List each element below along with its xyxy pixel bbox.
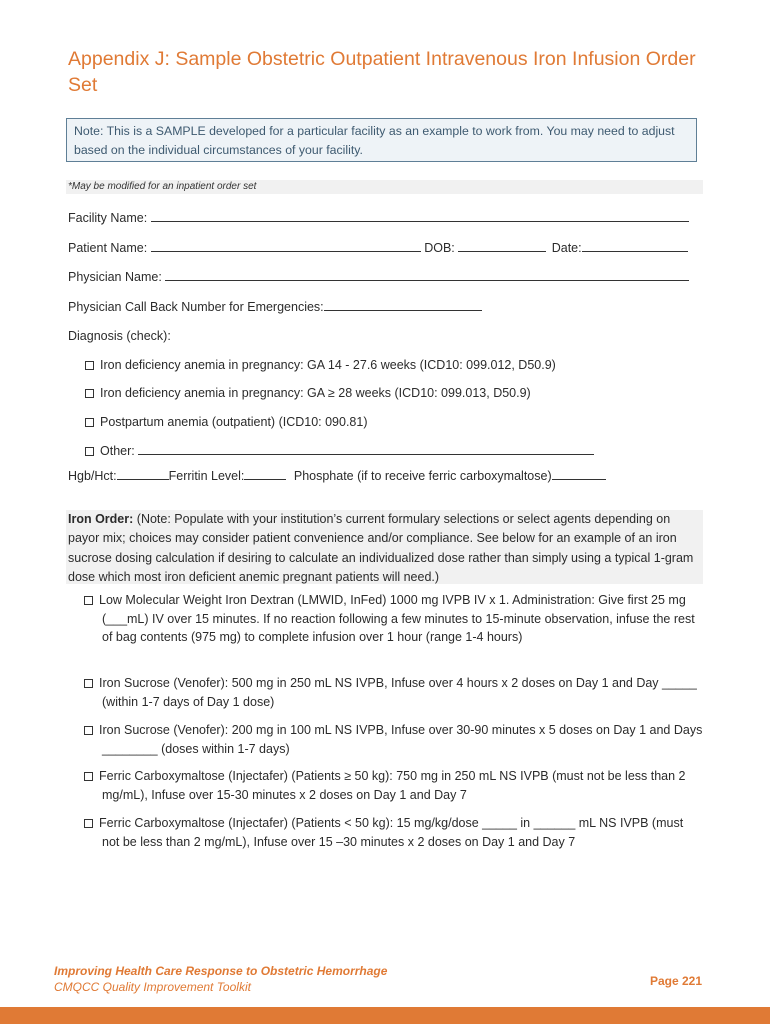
- checkbox[interactable]: [84, 726, 93, 735]
- facility-name-row: [68, 209, 689, 226]
- labs-row: [68, 467, 606, 484]
- dob-field[interactable]: [458, 239, 546, 252]
- footer-line1: Improving Health Care Response to Obstetric Hemorrhage: [54, 964, 388, 978]
- date-field[interactable]: [582, 239, 688, 252]
- date-label: Date:: [551, 241, 582, 255]
- physician-name-field[interactable]: [165, 268, 689, 281]
- diagnosis-option[interactable]: [85, 414, 368, 430]
- modified-note: *May be modified for an inpatient order set: [66, 180, 703, 194]
- call-back-field[interactable]: [324, 298, 482, 311]
- footer-title: [54, 963, 387, 995]
- checkbox[interactable]: [85, 447, 94, 456]
- diagnosis-option[interactable]: [85, 385, 531, 401]
- iron-order-item-label: Ferric Carboxymaltose (Injectafer) (Patients ≥ 50 kg): 750 mg in 250 mL NS IVPB (must not be less than 2 mg/mL), Infuse over 15-30 minutes x 2 doses on Day 1 and Day 7: [99, 769, 686, 802]
- diagnosis-option-label: Postpartum anemia (outpatient) (ICD10: 090.81): [100, 415, 368, 429]
- iron-order-item-label: Iron Sucrose (Venofer): 200 mg in 100 mL NS IVPB, Infuse over 30-90 minutes x 5 doses on Day 1 and Days ________ (doses within 1-7 days): [99, 723, 703, 756]
- ferritin-field[interactable]: [244, 467, 286, 480]
- checkbox[interactable]: [84, 772, 93, 781]
- physician-name-label: Physician Name:: [68, 270, 162, 284]
- diagnosis-option[interactable]: [85, 357, 556, 373]
- diagnosis-option-label: Iron deficiency anemia in pregnancy: GA ≥ 28 weeks (ICD10: 099.013, D50.9): [100, 386, 531, 400]
- checkbox[interactable]: [85, 389, 94, 398]
- footer-bar: [0, 1007, 770, 1024]
- diagnosis-label: Diagnosis (check):: [68, 329, 171, 343]
- checkbox[interactable]: [84, 679, 93, 688]
- diagnosis-option-label: Iron deficiency anemia in pregnancy: GA 14 - 27.6 weeks (ICD10: 099.012, D50.9): [100, 358, 556, 372]
- checkbox[interactable]: [85, 361, 94, 370]
- dob-label: DOB:: [424, 241, 455, 255]
- diagnosis-option-label: Other:: [100, 444, 135, 458]
- iron-order-item[interactable]: [84, 721, 704, 758]
- hgb-field[interactable]: [117, 467, 169, 480]
- patient-row: [68, 239, 688, 256]
- facility-name-field[interactable]: [151, 209, 689, 222]
- hgb-label: Hgb/Hct:: [68, 469, 117, 483]
- facility-name-label: Facility Name:: [68, 211, 148, 225]
- call-back-label: Physician Call Back Number for Emergencies:: [68, 300, 324, 314]
- call-back-row: [68, 298, 482, 315]
- ferritin-label: Ferritin Level:: [168, 469, 245, 483]
- iron-order-item[interactable]: [84, 674, 704, 711]
- iron-order-note: [66, 510, 703, 584]
- iron-order-item-label: Ferric Carboxymaltose (Injectafer) (Patients < 50 kg): 15 mg/kg/dose _____ in ______ mL NS IVPB (must not be less than 2 mg/mL), Infuse over 15 –30 minutes x 2 doses on Day 1 and Day 7: [99, 816, 684, 849]
- diagnosis-option-other[interactable]: [85, 442, 594, 459]
- footer-line2: CMQCC Quality Improvement Toolkit: [54, 980, 251, 994]
- iron-order-text: (Note: Populate with your institution’s current formulary selections or select agents depending on payor mix; choices may consider patient convenience and/or compliance. See below for an example of an iron sucrose dosing calculation if desiring to calculate an individualized dose rather than simply using a typical 1-gram dose which most iron deficient anemic pregnant patients will need.): [68, 512, 694, 584]
- other-field[interactable]: [138, 442, 594, 455]
- checkbox[interactable]: [85, 418, 94, 427]
- page-number: Page 221: [649, 974, 702, 988]
- iron-order-item[interactable]: [84, 814, 704, 851]
- checkbox[interactable]: [84, 596, 93, 605]
- iron-order-item-label: Iron Sucrose (Venofer): 500 mg in 250 mL NS IVPB, Infuse over 4 hours x 2 doses on Day 1 and Day _____ (within 1-7 days of Day 1 dose): [99, 676, 697, 709]
- phosphate-label: Phosphate (if to receive ferric carboxymaltose): [293, 469, 552, 483]
- iron-order-heading: Iron Order:: [68, 512, 134, 526]
- patient-name-label: Patient Name:: [68, 241, 148, 255]
- iron-order-item-label: Low Molecular Weight Iron Dextran (LMWID, InFed) 1000 mg IVPB IV x 1. Administration: Give first 25 mg (___mL) IV over 15 minutes. If no reaction following a few minutes to 15-minute observation, infuse the rest of bag contents (975 mg) to complete infusion over 1 hour (range 1-4 hours): [99, 593, 695, 644]
- iron-order-item[interactable]: [84, 591, 704, 647]
- checkbox[interactable]: [84, 819, 93, 828]
- phosphate-field[interactable]: [552, 467, 606, 480]
- physician-name-row: [68, 268, 689, 285]
- page-title: Appendix J: Sample Obstetric Outpatient Intravenous Iron Infusion Order Set: [68, 48, 696, 96]
- sample-note: Note: This is a SAMPLE developed for a particular facility as an example to work from. You may need to adjust based on the individual circumstances of your facility.: [66, 118, 697, 162]
- patient-name-field[interactable]: [151, 239, 421, 252]
- iron-order-item[interactable]: [84, 767, 704, 804]
